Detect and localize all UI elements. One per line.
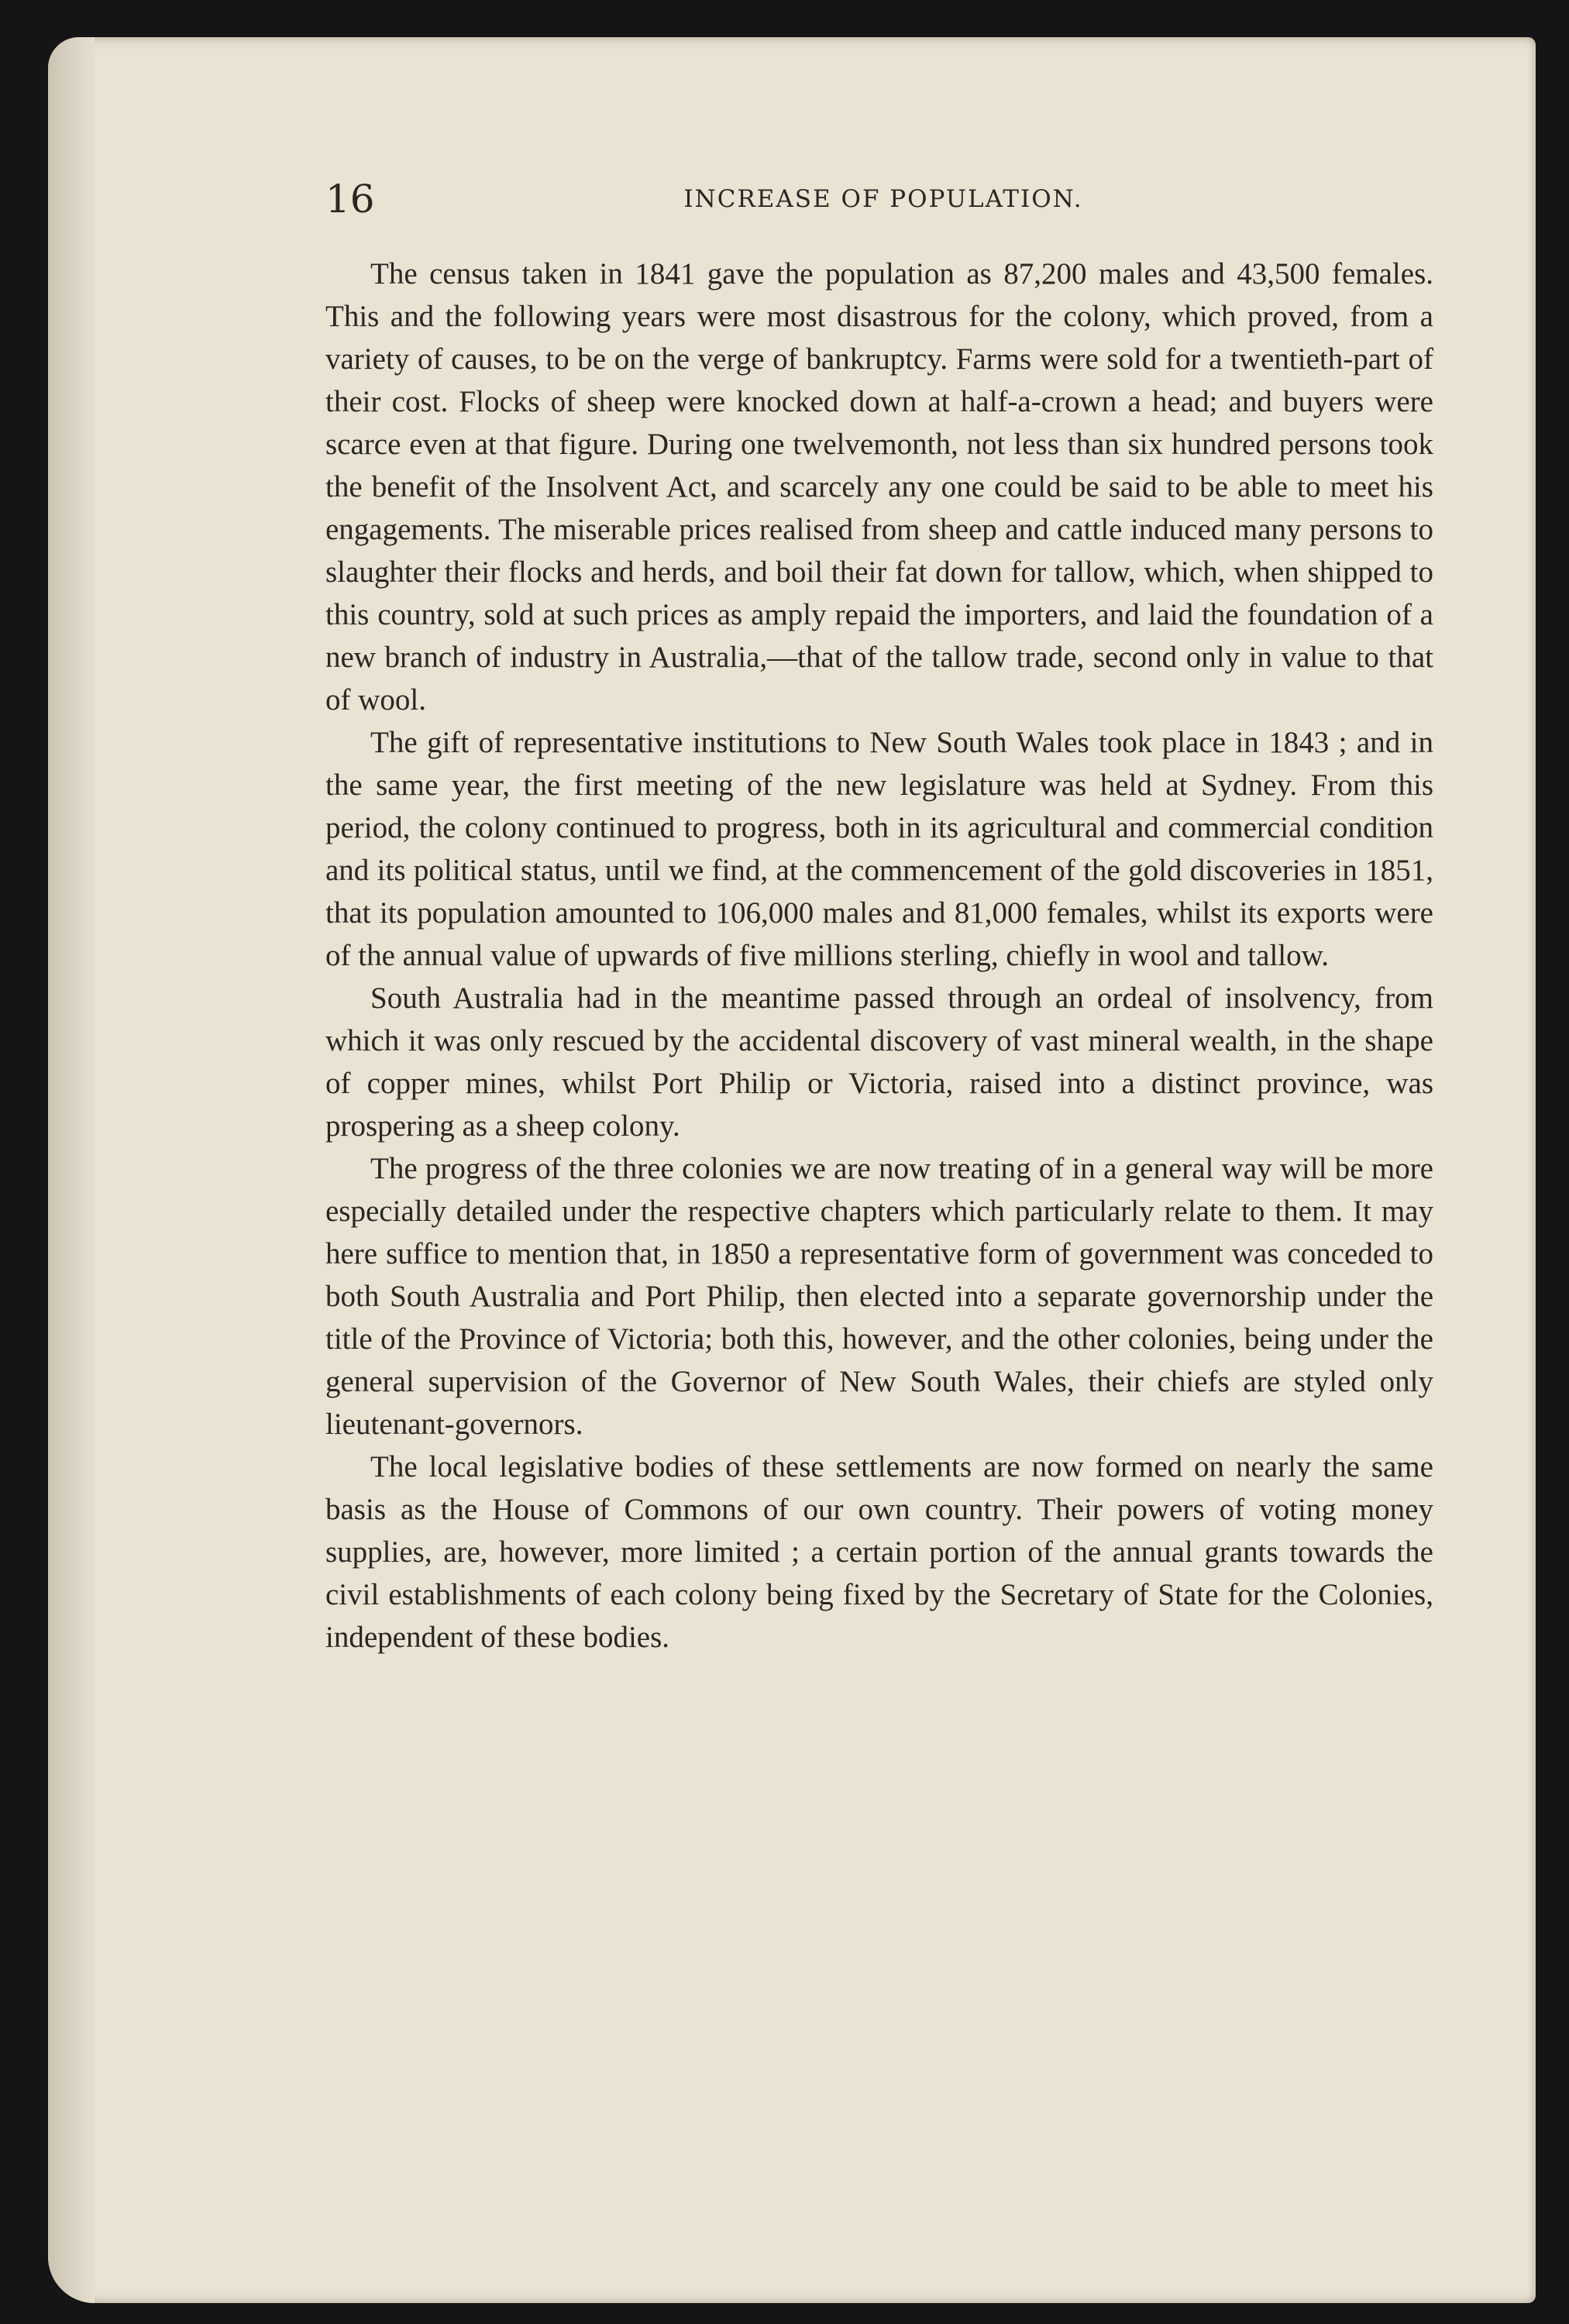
page-number: 16 [325,177,375,222]
paragraph: The gift of representative institutions to New South Wales took place in 1843 ; and in the same year, the first meeting of the new legislature was held at Sydney. From this period, the colony continued to progress, both in its agricultural and commercial condition and its political status, until we find, at the commencement of the gold discoveries in 1851, that its population amounted to 106,000 males and 81,000 females, whilst its exports were of the annual value of upwards of five millions sterling, chiefly in wool and tallow. [325,726,1433,972]
paragraph: South Australia had in the meantime passed through an ordeal of insolvency, from which it was only rescued by the accidental discovery of vast mineral wealth, in the shape of copper mines, whilst Port Philip or Victoria, raised into a distinct province, was prospering as a sheep colony. [325,982,1433,1143]
paragraph: The progress of the three colonies we are now treating of in a general way will be more especially detailed under the respective chapters which particularly relate to them. It may here suffice to mention that, in 1850 a representative form of government was conceded to both South Australia and Port Philip, then elected into a separate governorship under the title of the Province of Victoria; both this, however, and the other colonies, being under the general supervision of the Governor of New South Wales, their chiefs are styled only lieutenant-governors. [325,1152,1433,1441]
page-header [325,172,1441,226]
paragraph: The census taken in 1841 gave the population as 87,200 males and 43,500 females. This and the following years were most disastrous for the colony, which proved, from a variety of causes, to be on the verge of bankruptcy. Farms were sold for a twentieth-part of their cost. Flocks of sheep were knocked down at half-a-crown a head; and buyers were scarce even at that figure. During one twelvemonth, not less than six hundred persons took the benefit of the Insolvent Act, and scarcely any one could be said to be able to meet his engagements. The miserable prices realised from sheep and cattle induced many persons to slaughter their flocks and herds, and boil their fat down for tallow, which, when shipped to this country, sold at such prices as amply repaid the importers, and laid the foundation of a new branch of industry in Australia,—that of the tallow trade, second only in value to that of wool. [325,257,1433,717]
running-head: INCREASE OF POPULATION. [683,185,1083,213]
body-text [325,253,1433,1659]
page-gutter-edge [48,37,95,2303]
paragraph: The local legislative bodies of these settlements are now formed on nearly the same basis as the House of Commons of our own country. Their powers of voting money supplies, are, however, more limited ; a certain portion of the annual grants towards the civil establishments of each colony being fixed by the Secretary of State for the Colonies, independent of these bodies. [325,1450,1433,1654]
